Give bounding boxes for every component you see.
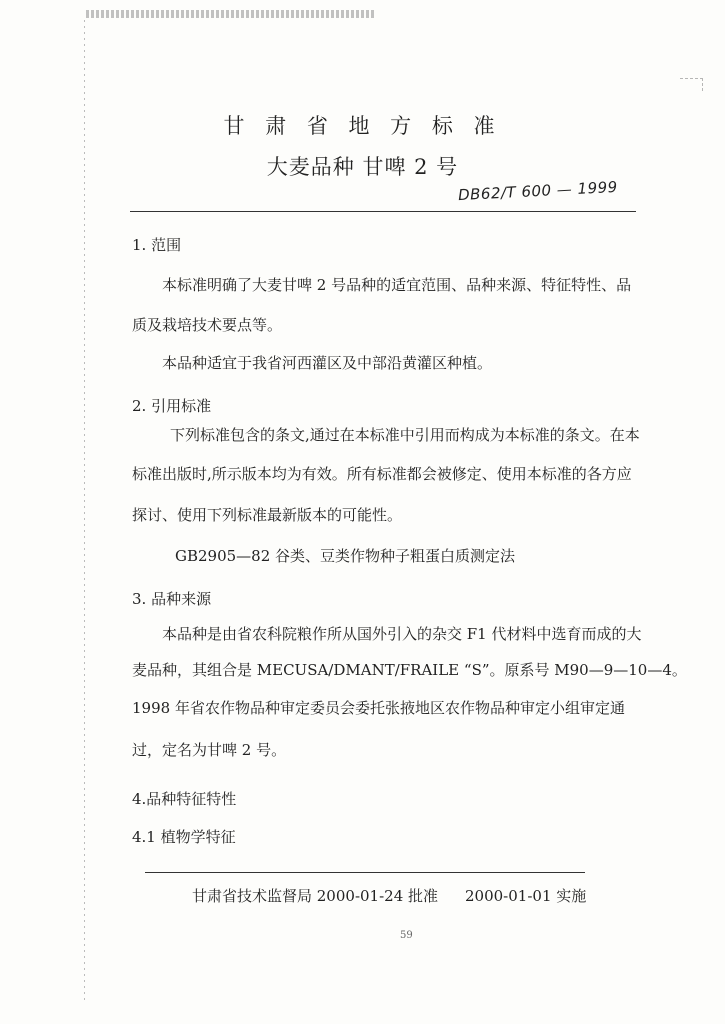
section-2-paragraph-line: 标准出版时,所示版本均为有效。所有标准都会被修定、使用本标准的各方应 <box>132 465 632 483</box>
section-1-paragraph-line: 质及栽培技术要点等。 <box>132 316 283 334</box>
effective-date: 2000-01-01 实施 <box>465 887 587 905</box>
section-2-heading: 2. 引用标准 <box>132 397 212 415</box>
footer-rule <box>145 872 585 873</box>
section-3-paragraph-line: 麦品种，其组合是 MECUSA/DMANT/FRAILE “S”。原系号 M90—9—10—4。 <box>132 661 687 679</box>
section-3-paragraph-line: 本品种是由省农科院粮作所从国外引入的杂交 F1 代材料中选育而成的大 <box>162 625 642 643</box>
section-3-paragraph-line: 1998 年省农作物品种审定委员会委托张掖地区农作物品种审定小组审定通 <box>132 699 625 717</box>
section-3-paragraph-line: 过，定名为甘啤 2 号。 <box>132 741 287 759</box>
section-4-1-heading: 4.1 植物学特征 <box>132 828 236 846</box>
section-2-paragraph-line: 探讨、使用下列标准最新版本的可能性。 <box>132 506 403 524</box>
section-1-heading: 1. 范围 <box>132 236 182 254</box>
section-2-reference: GB2905—82 谷类、豆类作物种子粗蛋白质测定法 <box>175 547 516 565</box>
section-3-heading: 3. 品种来源 <box>132 590 212 608</box>
standard-number: DB62/T 600 — 1999 <box>457 177 619 205</box>
corner-mark <box>680 78 703 91</box>
section-1-paragraph-line: 本品种适宜于我省河西灌区及中部沿黄灌区种植。 <box>162 354 493 372</box>
page-number: 59 <box>400 930 413 941</box>
document-subtitle: 大麦品种 甘啤 2 号 <box>266 155 459 179</box>
section-4-heading: 4.品种特征特性 <box>132 790 237 808</box>
approval-note: 甘肃省技术监督局 2000-01-24 批准 <box>192 887 439 905</box>
section-1-paragraph-line: 本标准明确了大麦甘啤 2 号品种的适宜范围、品种来源、特征特性、品 <box>162 276 632 294</box>
document-title: 甘 肃 省 地 方 标 准 <box>223 114 502 138</box>
header-rule <box>130 211 636 212</box>
scan-header-noise <box>86 10 376 18</box>
section-2-paragraph-line: 下列标准包含的条文,通过在本标准中引用而构成为本标准的条文。在本 <box>170 426 640 444</box>
